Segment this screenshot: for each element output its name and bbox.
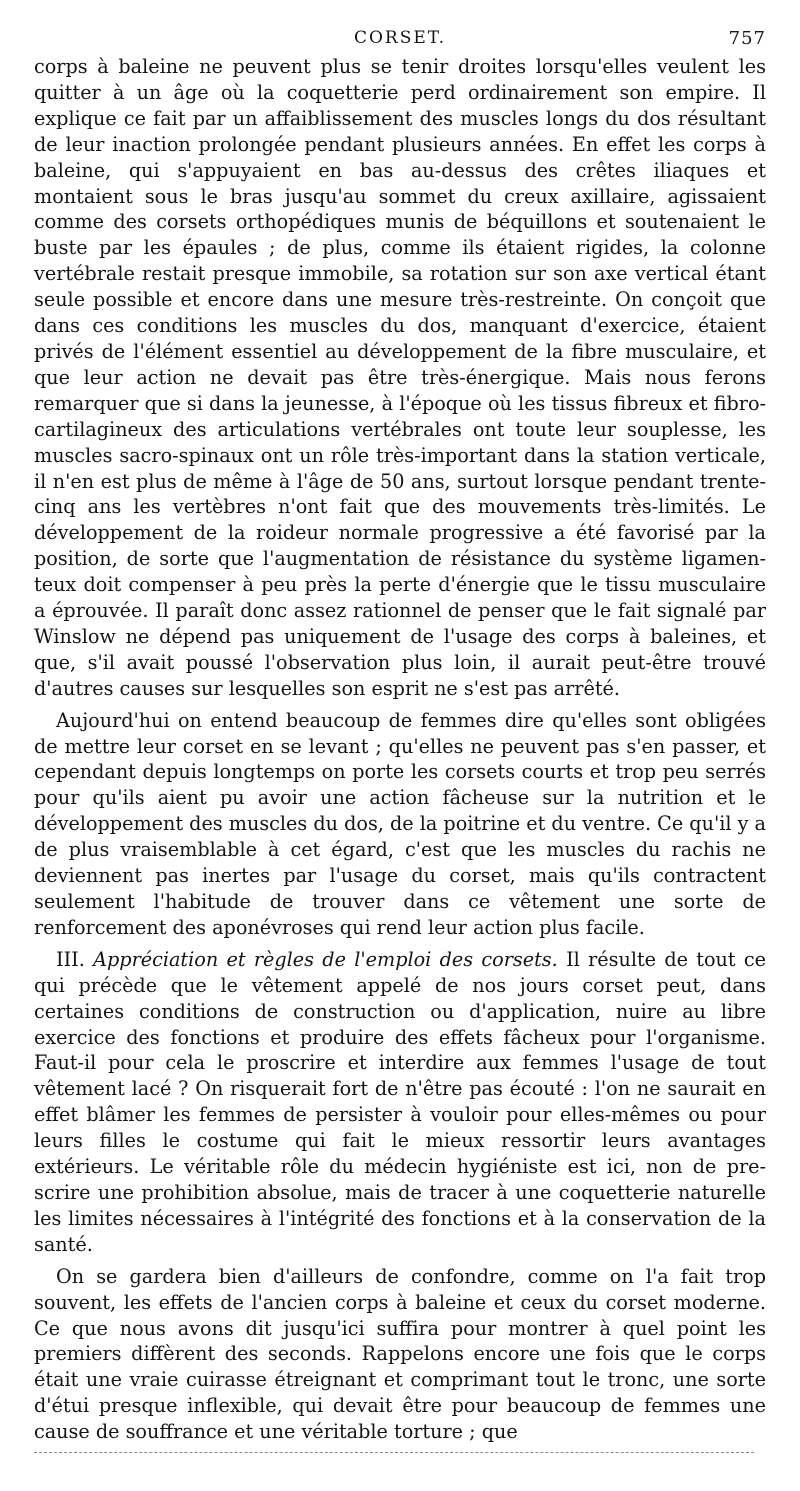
- paragraph-3-text: Il résulte de tout ce qui précède que le vêtement appelé de nos jours corset peut, dans certaines conditions de construction ou d'application, nuire au libre exercice des fonctions et produire des effets fâcheux pour l'organisme. Faut-il pour cela le proscrire et interdire aux femmes l'usage de tout vêtement lacé ? On risquerait fort de n'être pas écouté : l'on ne saurait en effet blâmer les femmes de persister à vouloir pour elles-mêmes ou pour leurs filles le costume qui fait le mieux ressortir leurs avantages extérieurs. Le véritable rôle du médecin hygiéniste est ici, non de prescrire une prohibition absolue, mais de tracer à une coquetterie naturelle les limites nécessaires à l'intégrité des fonctions et à la conservation de la santé.: [34, 947, 766, 1256]
- running-header: [34, 24, 766, 54]
- paragraph-3: [34, 947, 766, 1258]
- paragraph-4: On se gardera bien d'ailleurs de confondre, comme on l'a fait trop souvent, les effets de l'ancien corps à baleine et ceux du corset moderne. Ce que nous avons dit jusqu'ici suffira pour montrer à quel point les premiers diffèrent des seconds. Rappelons encore une fois que le corps était une vraie cuirasse étreignant et comprimant tout le tronc, une sorte d'étui presque inflexible, qui devait être pour beaucoup de femmes une cause de souffrance et une véritable torture ; que: [34, 1264, 766, 1444]
- paragraph-2: Aujourd'hui on entend beaucoup de femmes dire qu'elles sont obligées de mettre leur corset en se levant ; qu'elles ne peuvent pas s'en passer, et cependant depuis longtemps on porte les corsets courts et trop peu serrés pour qu'ils aient pu avoir une action fâcheuse sur la nutrition et le développement des muscles du dos, de la poitrine et du ventre. Ce qu'il y a de plus vraisemblable à cet égard, c'est que les muscles du rachis ne deviennent pas inertes par l'usage du corset, mais qu'ils contractent seulement l'habitude de trouver dans ce vêtement une sorte de renforcement des aponévroses qui rend leur action plus facile.: [34, 708, 766, 939]
- section-numeral: III.: [56, 947, 85, 971]
- running-title: CORSET.: [353, 28, 447, 48]
- footer-dotted-rule: [34, 1452, 754, 1453]
- book-page: [34, 24, 766, 1445]
- page-number: 757: [728, 28, 766, 49]
- paragraph-1: corps à baleine ne peuvent plus se tenir droites lorsqu'elles veulent les quitter à un âge où la coquetterie perd ordinairement son empire. Il explique ce fait par un affaiblissement des muscles longs du dos résultant de leur inaction prolongée pendant plusieurs années. En effet les corps à baleine, qui s'appuyaient en bas au-dessus des crêtes iliaques et montaient sous le bras jusqu'au sommet du creux axillaire, agissaient comme des corsets orthopédiques munis de béquillons et soutenaient le buste par les épaules ; de plus, comme ils étaient rigides, la colonne vertébrale restait presque immobile, sa rotation sur son axe vertical étant seule possible et encore dans une mesure très-restreinte. On conçoit que dans ces conditions les muscles du dos, manquant d'exercice, étaient privés de l'élément essentiel au développement de la fibre musculaire, et que leur action ne devait pas être très-énergique. Mais nous ferons remarquer que si dans la jeunesse, à l'époque où les tissus fibreux et fibro-cartilagineux des articulations vertébrales ont toute leur souplesse, les muscles sacro-spinaux ont un rôle très-important dans la station verticale, il n'en est plus de même à l'âge de 50 ans, surtout lorsque pendant trente-cinq ans les vertèbres n'ont fait que des mouvements très-limités. Le développement de la roideur normale progressive a été favorisé par la position, de sorte que l'augmentation de résistance du système ligamenteux doit compenser à peu près la perte d'énergie que le tissu musculaire a éprouvée. Il paraît donc assez rationnel de penser que le fait signalé par Winslow ne dépend pas uniquement de l'usage des corps à baleines, et que, s'il avait poussé l'observation plus loin, il aurait peut-être trouvé d'autres causes sur lesquelles son esprit ne s'est pas arrêté.: [34, 55, 766, 700]
- section-heading: Appréciation et règles de l'emploi des corsets.: [93, 947, 558, 971]
